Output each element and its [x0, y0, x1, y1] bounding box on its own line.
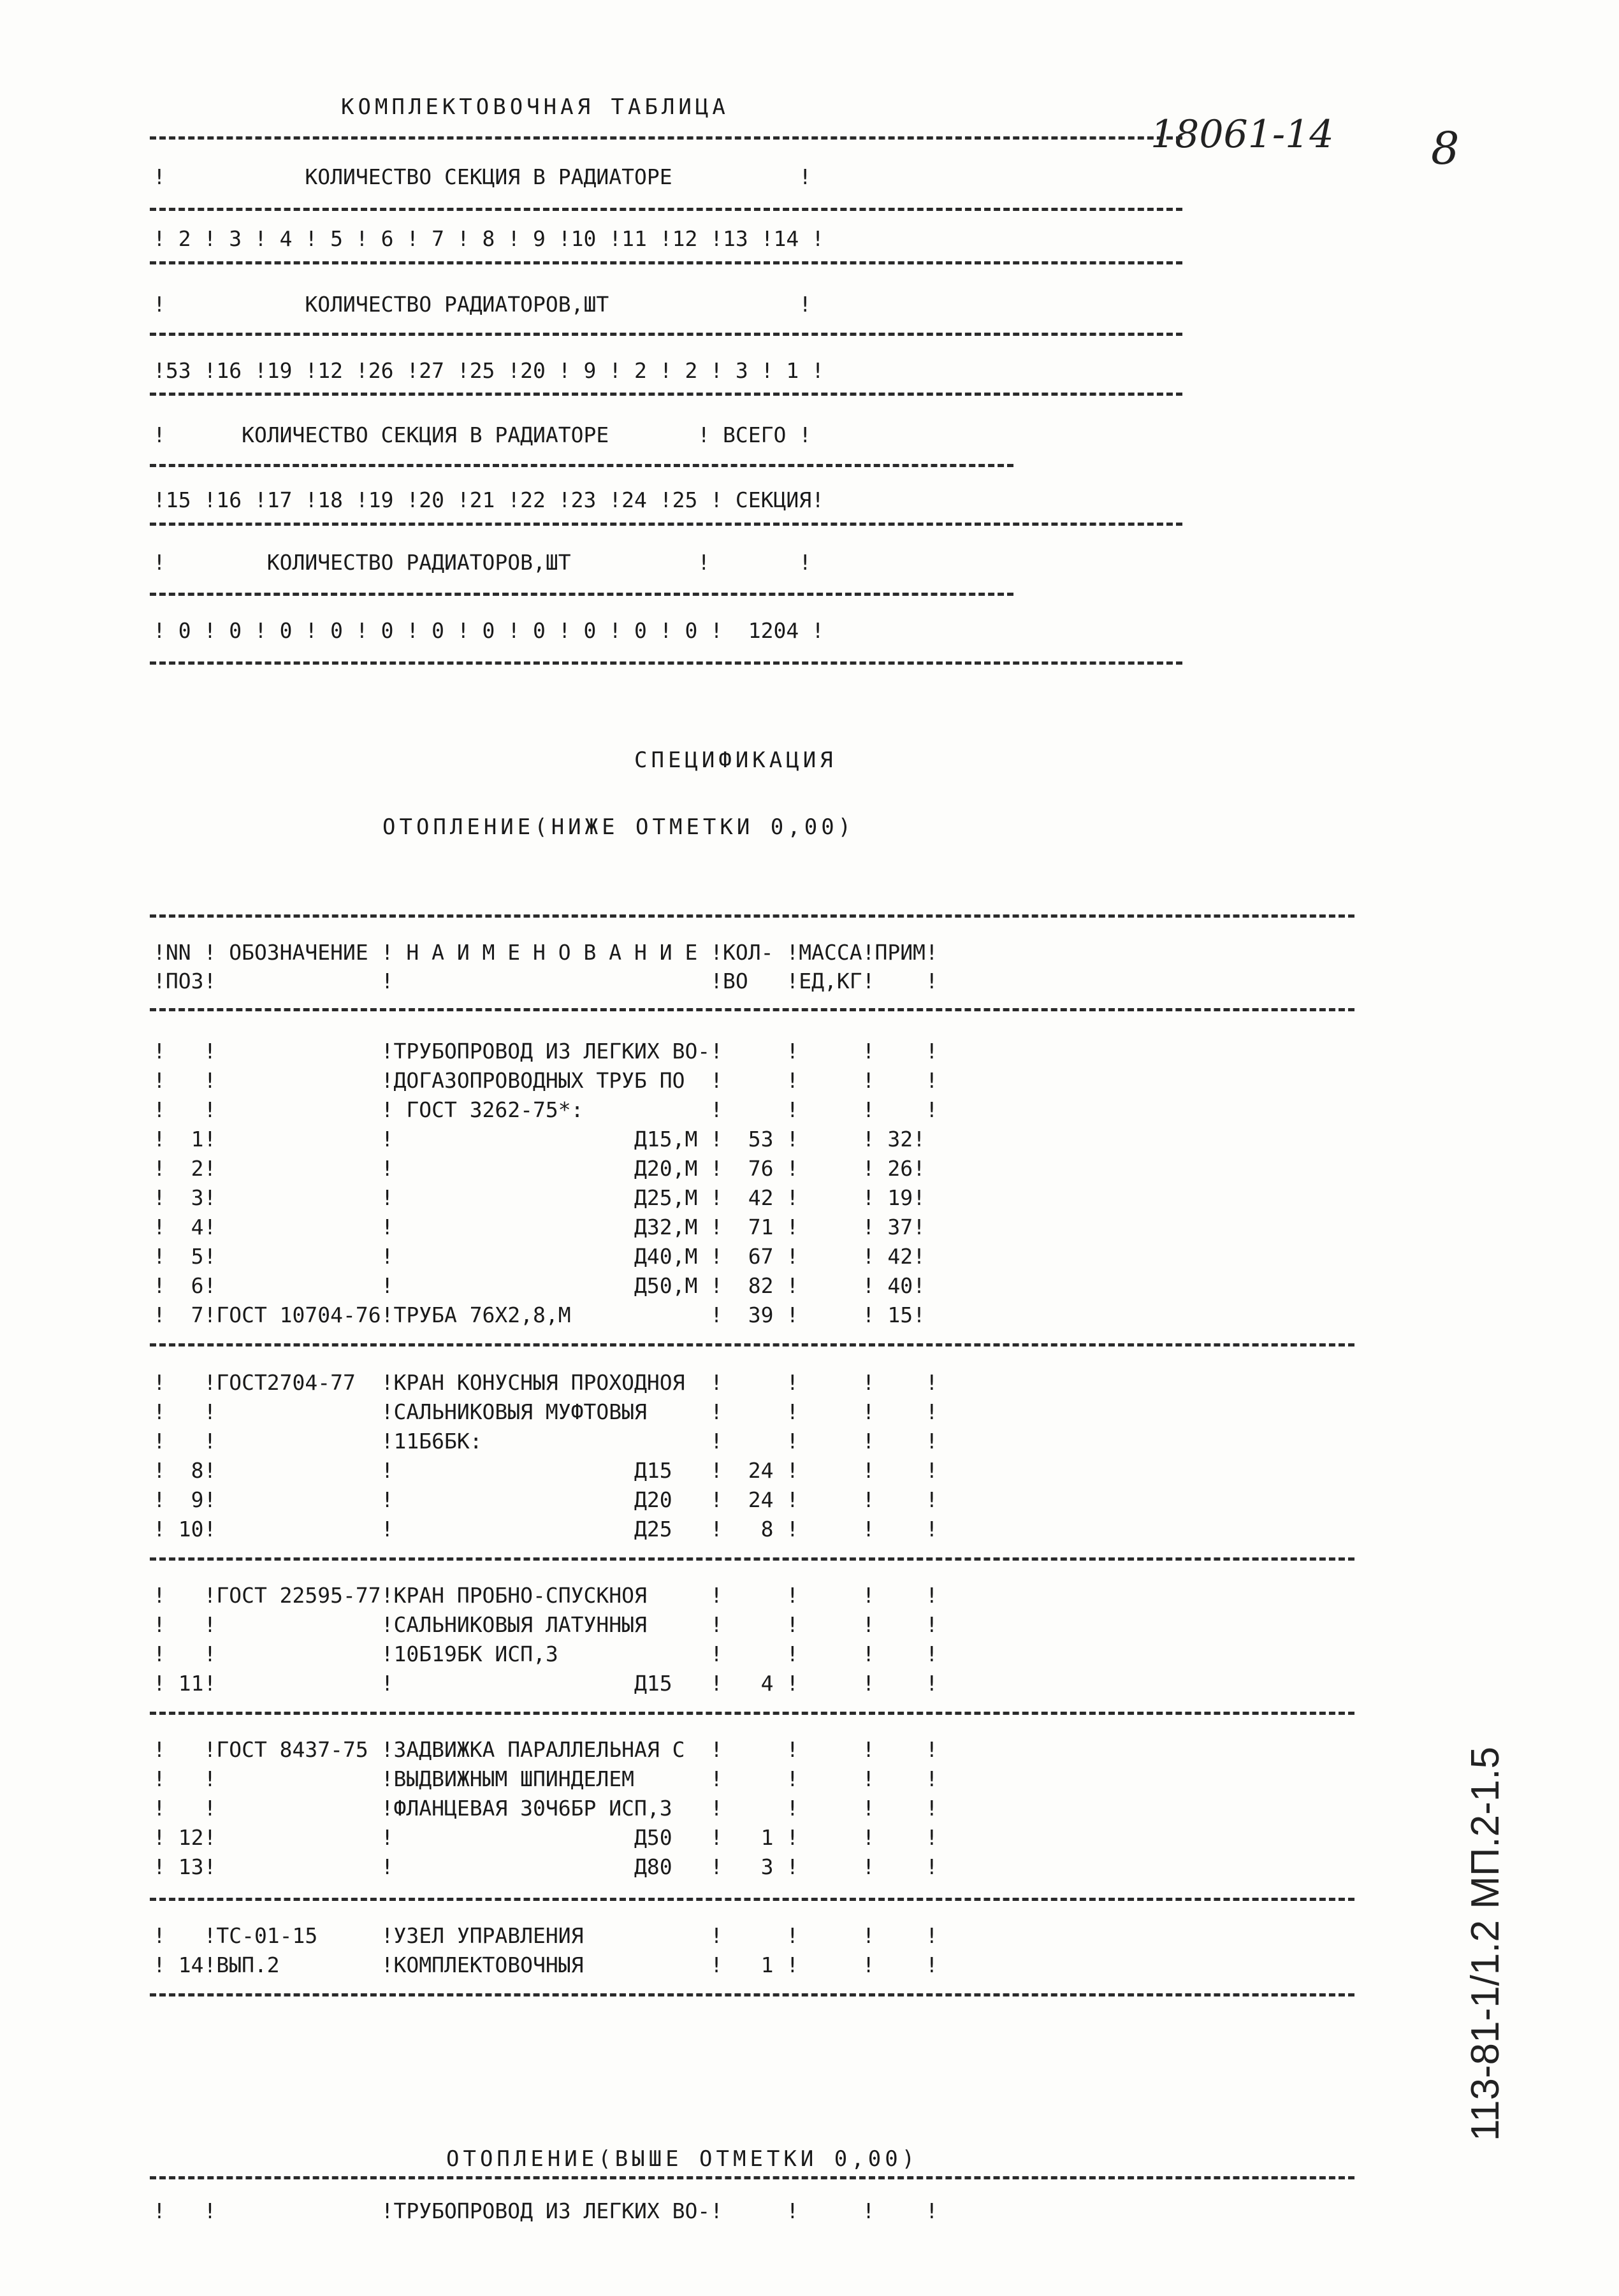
kit-table-title: КОМПЛЕКТОВОЧНАЯ ТАБЛИЦА: [341, 94, 729, 120]
kit-row: ! КОЛИЧЕСТВО СЕКЦИЯ В РАДИАТОРЕ !: [153, 164, 812, 189]
page-number: 8: [1431, 122, 1460, 175]
spec-header-row: !ПОЗ! ! !ВО !ЕД,КГ! !: [153, 969, 938, 993]
spec-row: ! ! !ВЫДВИЖНЫМ ШПИНДЕЛЕМ ! ! ! !: [153, 1766, 938, 1791]
rule: [150, 1008, 1354, 1011]
spec-row: ! ! !ТРУБОПРОВОД ИЗ ЛЕГКИХ ВО-! ! ! !: [153, 1039, 938, 1064]
rule: [150, 593, 1013, 596]
kit-row: ! КОЛИЧЕСТВО РАДИАТОРОВ,ШТ ! !: [153, 550, 812, 575]
rule: [150, 914, 1354, 918]
spec-row: ! 8! ! Д15 ! 24 ! ! !: [153, 1458, 938, 1483]
spec-header-row: !NN ! ОБОЗНАЧЕНИЕ ! Н А И М Е Н О В А Н И Е !КОЛ- !МАССА!ПРИМ!: [153, 940, 938, 965]
kit-row: !15 !16 !17 !18 !19 !20 !21 !22 !23 !24 !25 ! СЕКЦИЯ!: [153, 487, 824, 512]
rule: [150, 208, 1182, 211]
rule: [150, 1898, 1354, 1901]
spec-row: ! ! !11Б6БК: ! ! ! !: [153, 1429, 938, 1454]
side-document-code: 113-81-1/1.2 МП.2-1.5: [1463, 1747, 1507, 2141]
spec-row: ! !ГОСТ2704-77 !КРАН КОНУСНЫЯ ПРОХОДНОЯ ! ! ! !: [153, 1370, 938, 1395]
kit-row: ! 0 ! 0 ! 0 ! 0 ! 0 ! 0 ! 0 ! 0 ! 0 ! 0 ! 0 ! 1204 !: [153, 618, 824, 643]
spec-row: ! 4! ! Д32,М ! 71 ! ! 37!: [153, 1215, 926, 1239]
spec-row: ! ! !САЛЬНИКОВЫЯ ЛАТУННЫЯ ! ! ! !: [153, 1612, 938, 1637]
rule: [150, 661, 1182, 665]
rule: [150, 136, 1182, 140]
spec-row: ! 14!ВЫП.2 !КОМПЛЕКТОВОЧНЫЯ ! 1 ! ! !: [153, 1953, 938, 1977]
spec-row: ! ! !10Б19БК ИСП,3 ! ! ! !: [153, 1642, 938, 1666]
spec-row: ! ! !САЛЬНИКОВЫЯ МУФТОВЫЯ ! ! ! !: [153, 1399, 938, 1424]
spec-row: ! 5! ! Д40,М ! 67 ! ! 42!: [153, 1244, 926, 1269]
rule: [150, 464, 1013, 467]
spec-row: ! 3! ! Д25,М ! 42 ! ! 19!: [153, 1185, 926, 1210]
rule: [150, 2176, 1354, 2179]
spec-row: ! ! !ДОГАЗОПРОВОДНЫХ ТРУБ ПО ! ! ! !: [153, 1068, 938, 1093]
spec-subtitle: ОТОПЛЕНИЕ(НИЖЕ ОТМЕТКИ 0,00): [382, 814, 855, 840]
spec-row: ! !ГОСТ 8437-75 !ЗАДВИЖКА ПАРАЛЛЕЛЬНАЯ С ! ! ! !: [153, 1737, 938, 1762]
spec-row: ! 10! ! Д25 ! 8 ! ! !: [153, 1517, 938, 1541]
handwritten-doc-number: 18061-14: [1151, 112, 1334, 157]
spec-row: ! !ТС-01-15 !УЗЕЛ УПРАВЛЕНИЯ ! ! ! !: [153, 1923, 938, 1948]
rule: [150, 393, 1182, 396]
spec-row: ! 9! ! Д20 ! 24 ! ! !: [153, 1487, 938, 1512]
spec-row: ! 11! ! Д15 ! 4 ! ! !: [153, 1671, 938, 1696]
spec-title: СПЕЦИФИКАЦИЯ: [634, 747, 837, 773]
spec-row: ! ! !ТРУБОПРОВОД ИЗ ЛЕГКИХ ВО-! ! ! !: [153, 2199, 938, 2223]
rule: [150, 261, 1182, 264]
spec-row: ! ! ! ГОСТ 3262-75*: ! ! ! !: [153, 1097, 938, 1122]
spec-row: ! 6! ! Д50,М ! 82 ! ! 40!: [153, 1273, 926, 1298]
rule: [150, 1993, 1354, 1996]
spec-row: ! 7!ГОСТ 10704-76!ТРУБА 76Х2,8,М ! 39 ! ! 15!: [153, 1303, 926, 1327]
rule: [150, 1557, 1354, 1561]
kit-row: ! КОЛИЧЕСТВО РАДИАТОРОВ,ШТ !: [153, 292, 812, 317]
rule: [150, 523, 1182, 526]
spec-row: ! 13! ! Д80 ! 3 ! ! !: [153, 1854, 938, 1879]
kit-row: ! 2 ! 3 ! 4 ! 5 ! 6 ! 7 ! 8 ! 9 !10 !11 !12 !13 !14 !: [153, 226, 824, 251]
spec-row: ! 1! ! Д15,М ! 53 ! ! 32!: [153, 1127, 926, 1152]
spec-row: ! 2! ! Д20,М ! 76 ! ! 26!: [153, 1156, 926, 1181]
spec-row: ! !ГОСТ 22595-77!КРАН ПРОБНО-СПУСКНОЯ ! ! ! !: [153, 1583, 938, 1608]
section-above-title: ОТОПЛЕНИЕ(ВЫШЕ ОТМЕТКИ 0,00): [446, 2146, 919, 2172]
spec-row: ! 12! ! Д50 ! 1 ! ! !: [153, 1825, 938, 1850]
spec-row: ! ! !ФЛАНЦЕВАЯ 30Ч6БР ИСП,3 ! ! ! !: [153, 1796, 938, 1821]
rule: [150, 1343, 1354, 1347]
rule: [150, 1712, 1354, 1715]
rule: [150, 333, 1182, 336]
kit-row: !53 !16 !19 !12 !26 !27 !25 !20 ! 9 ! 2 ! 2 ! 3 ! 1 !: [153, 358, 824, 383]
kit-row: ! КОЛИЧЕСТВО СЕКЦИЯ В РАДИАТОРЕ ! ВСЕГО !: [153, 422, 812, 447]
